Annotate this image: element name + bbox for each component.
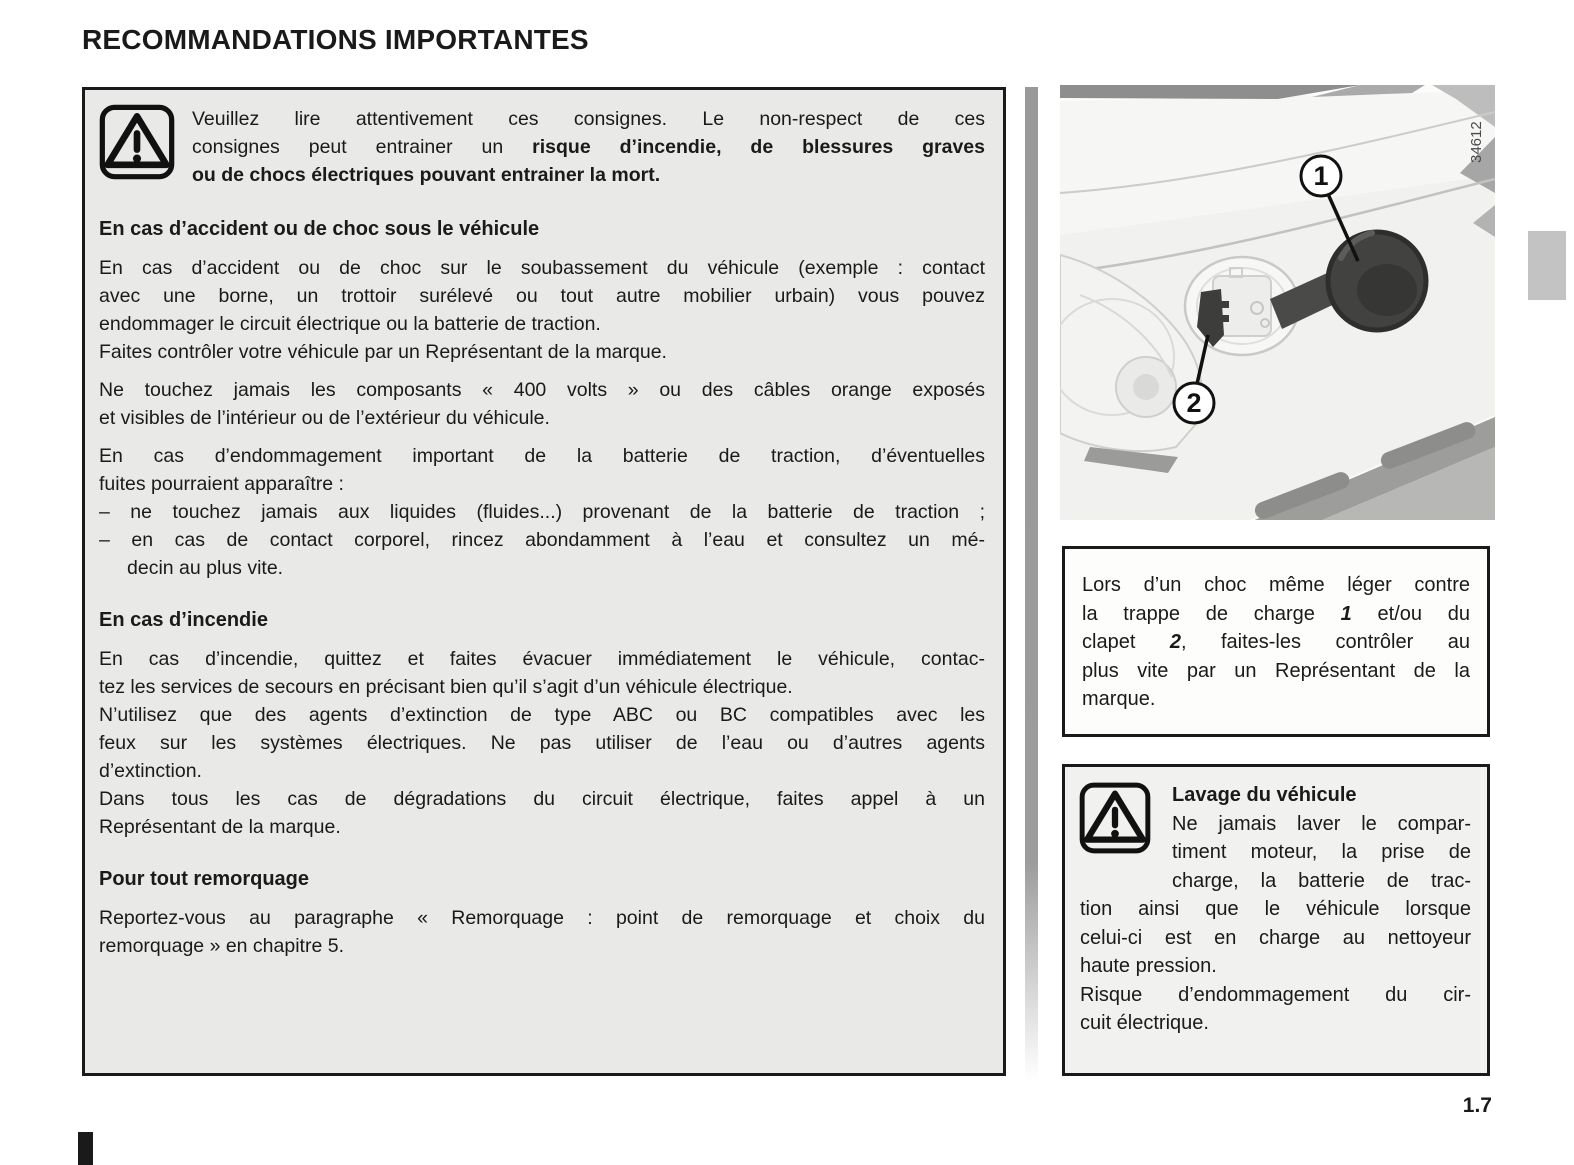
warning-banner (99, 103, 985, 189)
impact-note-line: marque. (1082, 688, 1156, 710)
paragraph-line: N’utilisez que des agents d’extinction de type ABC ou BC compatibles avec les (99, 704, 985, 726)
impact-note-line: Lors d’un choc même léger contre (1082, 574, 1470, 596)
column-divider-bar (1025, 87, 1038, 1080)
paragraph-line: En cas d’endommagement important de la batterie de traction, d’éventuelles (99, 445, 985, 467)
washing-warning-line: celui-ci est en charge au nettoyeur (1080, 926, 1471, 949)
paragraph (99, 376, 985, 432)
page-number: 1.7 (1462, 1094, 1492, 1117)
main-sections (99, 215, 985, 960)
paragraph-line: – ne touchez jamais aux liquides (fluides...) provenant de la batterie de traction ; (99, 501, 985, 523)
paragraph (99, 645, 985, 841)
warning-triangle-icon (99, 103, 175, 181)
paragraph-line: Représentant de la marque. (99, 816, 341, 838)
paragraph (99, 254, 985, 366)
warning-text-line: consignes peut entrainer un risque d’incendie, de blessures graves (192, 136, 985, 158)
paragraph-line: decin au plus vite. (127, 557, 284, 579)
impact-note-line: clapet 2, faites-les contrôler au (1082, 631, 1470, 653)
figure-code-label: 34612 (1468, 121, 1485, 163)
impact-check-note-box (1062, 546, 1490, 737)
callout-1-label: 1 (1313, 161, 1329, 191)
warning-triangle-icon (1079, 781, 1151, 855)
washing-warning-line: Ne jamais laver le compar- (1172, 812, 1471, 835)
impact-note-line: plus vite par un Représentant de la (1082, 659, 1470, 682)
section-heading: En cas d’accident ou de choc sous le véhicule (99, 218, 540, 240)
paragraph-line: En cas d’accident ou de choc sur le soubassement du véhicule (exemple : contact (99, 257, 985, 279)
paragraph-line: feux sur les systèmes électriques. Ne pas utiliser de l’eau ou d’autres agents (99, 732, 985, 754)
impact-note-line: la trappe de charge 1 et/ou du (1082, 602, 1470, 625)
paragraph-line: avec une borne, un trottoir surélevé ou tout autre mobilier urbain) vous pouvez (99, 285, 985, 307)
warning-text (192, 103, 985, 189)
paragraph (99, 442, 985, 582)
washing-warning-line: timent moteur, la prise de (1172, 841, 1471, 863)
print-registration-mark (78, 1132, 93, 1165)
washing-warning-line: haute pression. (1080, 955, 1217, 977)
paragraph-line: Ne touchez jamais les composants « 400 volts » ou des câbles orange exposés (99, 379, 985, 401)
charge-flap-illustration (1060, 85, 1495, 520)
vehicle-washing-warning-box (1062, 764, 1490, 1076)
washing-warning-line: cuit électrique. (1080, 1012, 1209, 1034)
washing-warning-line: charge, la batterie de trac- (1172, 869, 1471, 892)
section-heading: Pour tout remorquage (99, 868, 310, 890)
vehicle-front-drawing (1060, 85, 1495, 520)
paragraph-line: Faites contrôler votre véhicule par un Représentant de la marque. (99, 341, 667, 363)
warning-text-line: Veuillez lire attentivement ces consignes. Le non-respect de ces (192, 108, 985, 130)
warning-text-line: ou de chocs électriques pouvant entrainer la mort. (192, 164, 661, 186)
paragraph-line: En cas d’incendie, quittez et faites évacuer immédiatement le véhicule, contac- (99, 648, 985, 670)
paragraph-line: endommager le circuit électrique ou la batterie de traction. (99, 313, 601, 335)
section-heading: En cas d’incendie (99, 609, 268, 631)
callout-2-label: 2 (1186, 388, 1202, 418)
washing-warning-line: Risque d’endommagement du cir- (1080, 983, 1471, 1006)
main-recommendations-box (82, 87, 1006, 1076)
washing-warning-line: tion ainsi que le véhicule lorsque (1080, 898, 1471, 920)
paragraph-line: – en cas de contact corporel, rincez abondamment à l’eau et consultez un mé- (99, 529, 985, 551)
page-title: RECOMMANDATIONS IMPORTANTES (82, 24, 589, 55)
paragraph-line: remorquage » en chapitre 5. (99, 935, 344, 957)
paragraph-line: et visibles de l’intérieur ou de l’extérieur du véhicule. (99, 407, 550, 429)
paragraph (99, 904, 985, 960)
paragraph-line: Dans tous les cas de dégradations du circuit électrique, faites appel à un (99, 788, 985, 810)
paragraph-line: d’extinction. (99, 760, 202, 782)
paragraph-line: tez les services de secours en précisant bien qu’il s’agit d’un véhicule électrique. (99, 676, 793, 698)
section-edge-tab (1528, 231, 1566, 300)
paragraph-line: fuites pourraient apparaître : (99, 473, 344, 495)
washing-warning-heading: Lavage du véhicule (1172, 784, 1357, 806)
paragraph-line: Reportez-vous au paragraphe « Remorquage : point de remorquage et choix du (99, 907, 985, 929)
